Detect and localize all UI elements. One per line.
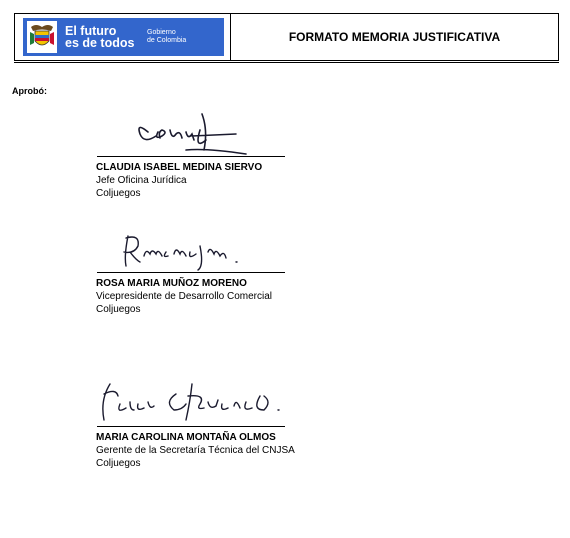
slogan-line-1: El futuro: [65, 24, 117, 38]
signer-name-2: ROSA MARIA MUÑOZ MORENO: [96, 278, 247, 289]
colombia-coat-of-arms-icon: [27, 21, 57, 53]
handwritten-signature-2: [96, 226, 296, 272]
signature-line-2: [97, 272, 285, 273]
signature-line-1: [97, 156, 285, 157]
signer-org-3: Coljuegos: [96, 458, 141, 469]
signer-org-2: Coljuegos: [96, 304, 141, 315]
signer-role-2: Vicepresidente de Desarrollo Comercial: [96, 291, 273, 302]
approved-label: Aprobó:: [12, 86, 47, 96]
signature-block-3: [96, 380, 356, 470]
government-label: [147, 29, 186, 45]
document-header: [14, 13, 559, 61]
gov-line-2: de Colombia: [147, 37, 187, 44]
slogan: [65, 25, 143, 49]
signer-org-1: Coljuegos: [96, 188, 141, 199]
logo-cell: [15, 14, 231, 60]
signature-block-1: [96, 110, 356, 200]
signer-name-1: CLAUDIA ISABEL MEDINA SIERVO: [96, 162, 263, 173]
document-title: FORMATO MEMORIA JUSTIFICATIVA: [288, 30, 501, 44]
slogan-line-2: es de todos: [65, 36, 135, 50]
signature-line-3: [97, 426, 285, 427]
government-logo: [23, 18, 224, 56]
handwritten-signature-1: [96, 110, 296, 156]
signer-role-1: Jefe Oficina Jurídica: [96, 175, 187, 186]
signer-role-3: Gerente de la Secretaría Técnica del CNJSA: [96, 445, 295, 456]
signature-block-2: [96, 226, 356, 316]
gov-line-1: Gobierno: [147, 29, 176, 36]
handwritten-signature-3: [96, 380, 296, 426]
signer-name-3: MARIA CAROLINA MONTAÑA OLMOS: [96, 432, 276, 443]
